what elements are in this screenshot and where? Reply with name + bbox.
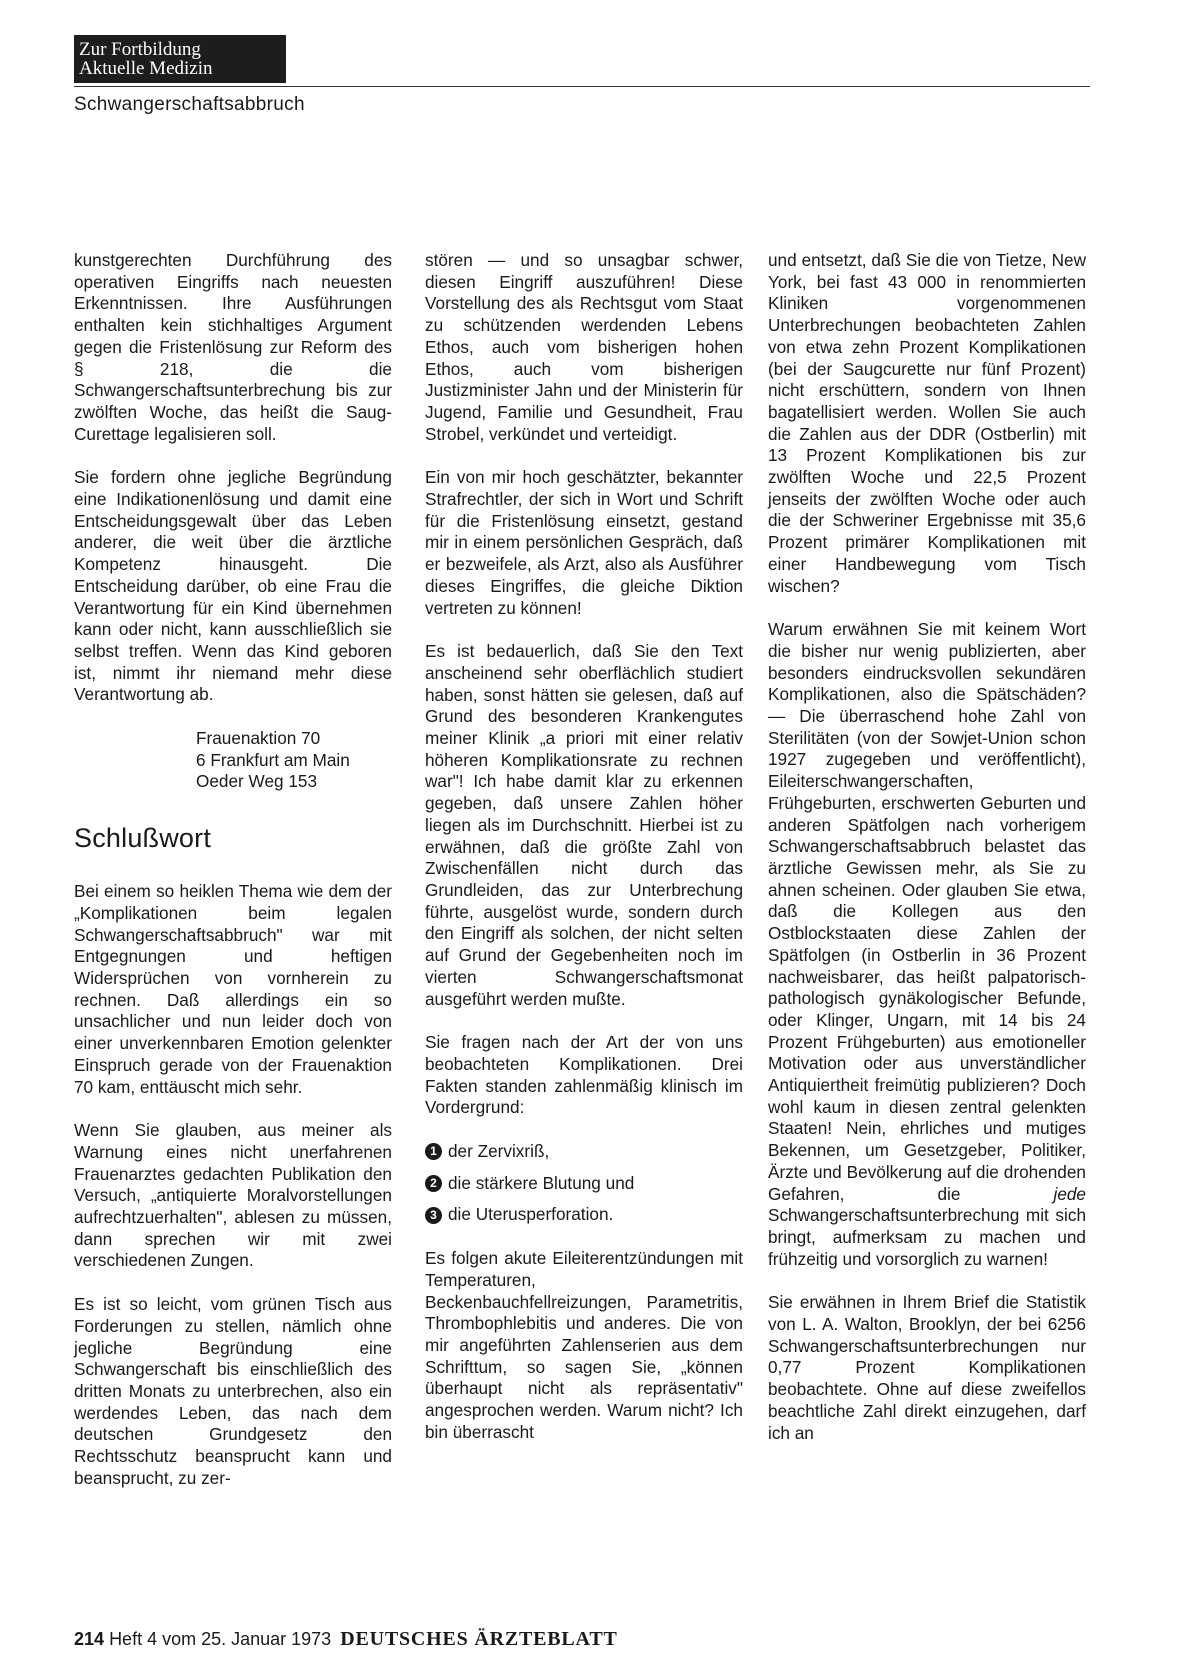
complication-list bbox=[425, 1141, 743, 1226]
sender-address bbox=[196, 728, 392, 793]
list-item bbox=[425, 1173, 743, 1195]
paragraph: Sie fordern ohne jegliche Begründung eine Indikationenlösung und damit eine Entscheidungsgewalt über das Leben anderer, die weit über die ärztliche Kompetenz hinausgeht. Die Entscheidung darüber, ob eine Frau die Verantwortung für ein Kind übernehmen kann oder nicht, kann ausschließlich sie selbst treffen. Wenn das Kind geboren ist, nimmt ihr niemand mehr diese Verantwortung ab. bbox=[74, 467, 392, 705]
list-item-text: der Zervixriß, bbox=[448, 1141, 550, 1162]
list-item-text: die stärkere Blutung und bbox=[448, 1172, 635, 1193]
list-item bbox=[425, 1141, 743, 1163]
number-circle-icon: 1 bbox=[425, 1143, 442, 1160]
number-circle-icon: 3 bbox=[425, 1207, 442, 1224]
page-footer bbox=[74, 1628, 618, 1651]
journal-name: DEUTSCHES ÄRZTEBLATT bbox=[340, 1628, 618, 1650]
column-3 bbox=[768, 250, 1086, 1466]
address-line: 6 Frankfurt am Main bbox=[196, 749, 350, 770]
paragraph: stören — und so unsagbar schwer, diesen Eingriff auszuführen! Diese Vorstellung des als Rechtsgut vom Staat zu schützenden werdenden Lebens Ethos, auch vom bisherigen hohen Ethos, auch vom bisherigen Justizminister Jahn und der Ministerin für Jugend, Familie und Gesundheit, Frau Strobel, verkündet und verteidigt. bbox=[425, 250, 743, 444]
section-badge bbox=[74, 35, 286, 83]
paragraph: Sie erwähnen in Ihrem Brief die Statistik von L. A. Walton, Brooklyn, der bei 6256 Schwangerschaftsunterbrechungen nur 0,77 Prozent Komplikationen beobachtete. Ohne auf diese zweifellos beachtliche Zahl direkt einzugehen, darf ich an bbox=[768, 1292, 1086, 1443]
column-1 bbox=[74, 250, 392, 1511]
badge-line-1: Zur Fortbildung bbox=[79, 39, 201, 60]
list-item-text: die Uterusperforation. bbox=[448, 1204, 614, 1225]
paragraph: und entsetzt, daß Sie die von Tietze, New York, bei fast 43 000 in renommierten Kliniken vorgenommenen Unterbrechungen beobachteten Zahlen von etwa zehn Prozent Komplikationen (bei der Saugcurette nur fünf Prozent) nicht erschüttern, sondern von Ihnen bagatellisiert werden. Wollen Sie auch die Zahlen aus der DDR (Ostberlin) mit 13 Prozent Komplikationen bis zur zwölften Woche und 22,5 Prozent jenseits der zwölften Woche oder auch die der Schweriner Ergebnisse mit 35,6 Prozent primärer Komplikationen mit einer Handbewegung vom Tisch wischen? bbox=[768, 250, 1086, 596]
paragraph: Es ist so leicht, vom grünen Tisch aus Forderungen zu stellen, nämlich ohne jegliche Begründung eine Schwangerschaft bis einschließlich des dritten Monats zu unterbrechen, also ein werdendes Leben, das nach dem deutschen Grundgesetz den Rechtsschutz beansprucht kann und beansprucht, zu zer- bbox=[74, 1294, 392, 1488]
page-number: 214 bbox=[74, 1629, 105, 1649]
issue-info: Heft 4 vom 25. Januar 1973 bbox=[109, 1629, 332, 1649]
paragraph: Sie fragen nach der Art der von uns beobachteten Komplikationen. Drei Fakten standen zahlenmäßig klinisch im Vordergrund: bbox=[425, 1032, 743, 1118]
paragraph: Bei einem so heiklen Thema wie dem der „Komplikationen beim legalen Schwangerschaftsabbruch" war mit Entgegnungen und heftigen Widersprüchen von vornherein zu rechnen. Daß allerdings ein so unsachlicher und nun leider doch von einer unverkennbaren Emotion gelenkter Einspruch gerade von der Frauenaktion 70 kam, enttäuscht mich sehr. bbox=[74, 881, 392, 1097]
paragraph-text: Warum erwähnen Sie mit keinem Wort die bisher nur wenig publizierten, aber besonders eindrucksvollen sekundären Komplikationen, also die Spätschäden? — Die überraschend hohe Zahl von Sterilitäten (von der Sowjet-Union schon 1927 zugegeben und veröffentlicht), Eileiterschwangerschaften, Frühgeburten, erschwerten Geburten und anderen Spätfolgen nach vorherigem Schwangerschaftsabbruch belastet das ärztliche Gewissen mehr, als Sie zu ahnen scheinen. Oder glauben Sie etwa, daß die Kollegen aus den Ostblockstaaten diese Zahlen der Spätfolgen (in Ostberlin in 36 Prozent nachweisbarer, das heißt palpatorisch-pathologisch gynäkologischer Befunde, oder Klinger, Ungarn, mit 14 bis 24 Prozent Frühgeburten) aus emotioneller Motivation oder aus unverständlicher Antiquiertheit freimütig publizieren? Doch wohl kaum in diesen zentral gelenkten Staaten! Nein, ehrliches und mutiges Bekennen, um Gesetzgeber, Politiker, Ärzte und Bevölkerung auf die drohenden Gefahren, die bbox=[768, 619, 1086, 1204]
paragraph: Es ist bedauerlich, daß Sie den Text anscheinend sehr oberflächlich studiert haben, sonst hätten sie gelesen, daß auf Grund des besonderen Krankengutes meiner Klinik „a priori mit einer relativ höheren Komplikationsrate zu rechnen war"! Ich habe damit klar zu erkennen gegeben, daß unsere Zahlen höher liegen als im Durchschnitt. Hierbei ist zu erwähnen, daß die größte Zahl von Zwischenfällen nicht durch das Grundleiden, das zur Unterbrechung führte, ausgelöst wurde, sondern durch den Eingriff als solchen, der nicht selten auf Grund der Gegebenheiten noch im vierten Schwangerschaftsmonat ausgeführt werden mußte. bbox=[425, 641, 743, 1009]
address-line: Frauenaktion 70 bbox=[196, 728, 321, 749]
paragraph: Ein von mir hoch geschätzter, bekannter Strafrechtler, der sich in Wort und Schrift für die Fristenlösung einsetzt, gestand mir in einem persönlichen Gespräch, daß er bezweifele, als Arzt, also als Ausführer dieses Eingriffes, die gleiche Diktion vertreten zu können! bbox=[425, 467, 743, 618]
column-2 bbox=[425, 250, 743, 1465]
paragraph: Es folgen akute Eileiterentzündungen mit Temperaturen, Beckenbauchfellreizungen, Parametritis, Thrombophlebitis und anderes. Die von mir angeführten Zahlenserien aus dem Schrifttum, so sagen Sie, „können überhaupt nicht als repräsentativ" angesprochen werden. Warum nicht? Ich bin überrascht bbox=[425, 1248, 743, 1442]
topic-label: Schwangerschaftsabbruch bbox=[74, 94, 305, 115]
paragraph bbox=[768, 619, 1086, 1270]
paragraph-text: Schwangerschaftsunterbrechung mit sich bringt, aufmerksam zu machen und frühzeitig und vorsorglich zu warnen! bbox=[768, 1205, 1086, 1269]
badge-line-2: Aktuelle Medizin bbox=[79, 58, 213, 79]
list-item bbox=[425, 1204, 743, 1226]
emphasis: jede bbox=[1053, 1183, 1086, 1204]
paragraph: kunstgerechten Durchführung des operativen Eingriffs nach neuesten Erkenntnissen. Ihre Ausführungen enthalten kein stichhaltiges Argument gegen die Fristenlösung zur Reform des § 218, die die Schwangerschaftsunterbrechung bis zur zwölften Woche, das heißt die Saug-Curettage legalisieren soll. bbox=[74, 250, 392, 444]
paragraph: Wenn Sie glauben, aus meiner als Warnung eines nicht unerfahrenen Frauenarztes gedachten Publikation den Versuch, „antiquierte Moralvorstellungen aufrechtzuerhalten", ablesen zu müssen, dann sprechen wir mit zwei verschiedenen Zungen. bbox=[74, 1120, 392, 1271]
address-line: Oeder Weg 153 bbox=[196, 771, 318, 792]
section-heading: Schlußwort bbox=[74, 823, 212, 854]
header-rule bbox=[74, 86, 1090, 87]
number-circle-icon: 2 bbox=[425, 1175, 442, 1192]
